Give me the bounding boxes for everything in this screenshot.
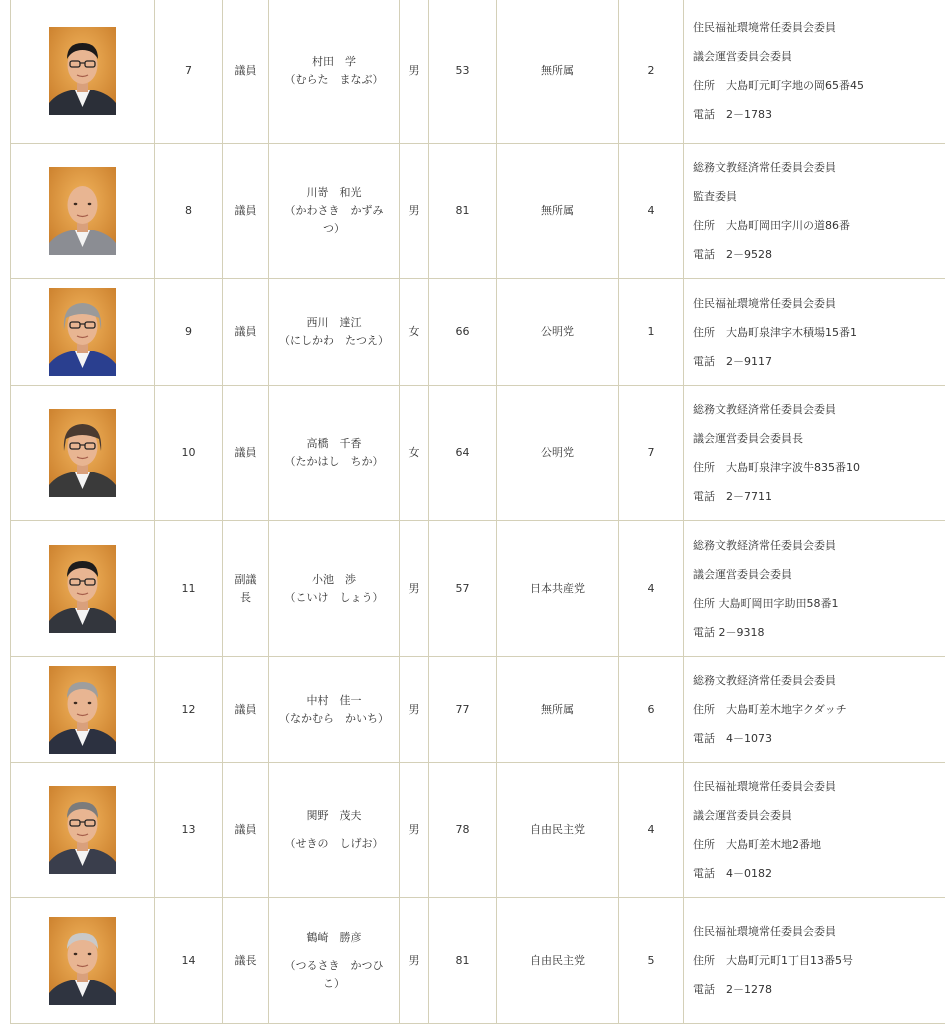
member-row	[11, 898, 945, 1024]
member-sex: 男	[408, 953, 420, 967]
member-age: 81	[455, 953, 470, 967]
table-cell	[684, 657, 945, 763]
member-photo	[49, 786, 116, 874]
member-duty-line: 住所 大島町泉津字波牛835番10	[693, 461, 860, 474]
table-cell	[155, 763, 223, 898]
table-cell	[223, 898, 269, 1024]
member-party: 無所属	[541, 204, 574, 217]
table-cell	[155, 521, 223, 657]
member-duty-line: 電話 4－1073	[693, 732, 772, 745]
member-photo	[49, 167, 116, 255]
table-cell	[619, 521, 684, 657]
table-cell	[155, 144, 223, 279]
member-age: 64	[455, 446, 470, 459]
table-cell	[497, 144, 619, 279]
member-role: 議員	[234, 325, 257, 338]
table-cell	[223, 144, 269, 279]
member-name-kana: （かわさき かずみつ）	[284, 204, 384, 235]
member-duty-line: 電話 2－9117	[693, 354, 772, 368]
table-cell	[223, 521, 269, 657]
member-party: 無所属	[541, 64, 574, 77]
member-row	[11, 144, 945, 279]
member-name-kana: （むらた まなぶ）	[284, 73, 384, 86]
table-cell	[400, 279, 429, 386]
member-duty-line: 住民福祉環境常任委員会委員	[693, 925, 836, 938]
table-cell	[269, 386, 400, 521]
table-cell	[429, 657, 497, 763]
table-cell	[269, 657, 400, 763]
member-duty-line: 住民福祉環境常任委員会委員	[693, 296, 836, 310]
member-duty-line: 総務文教経済常任委員会委員	[693, 403, 836, 416]
member-duty-line: 議会運営委員会委員長	[693, 432, 803, 445]
member-row	[11, 0, 945, 144]
member-number: 7	[185, 64, 192, 77]
member-duty-line: 電話 2－9318	[693, 625, 765, 639]
table-cell	[619, 763, 684, 898]
table-cell	[269, 898, 400, 1024]
member-sex: 男	[408, 702, 420, 716]
table-cell	[684, 279, 945, 386]
table-cell	[497, 279, 619, 386]
table-cell	[684, 0, 945, 144]
member-duty-line: 総務文教経済常任委員会委員	[693, 674, 836, 687]
table-cell	[497, 657, 619, 763]
member-name-kana: （なかむら かいち）	[279, 711, 389, 725]
table-cell	[269, 763, 400, 898]
member-terms: 2	[647, 64, 655, 77]
member-sex: 男	[408, 823, 420, 836]
member-role: 議員	[234, 702, 257, 716]
member-sex: 男	[408, 581, 420, 595]
member-duty-line: 議会運営委員会委員	[693, 567, 792, 581]
member-name: 小池 渉	[312, 572, 356, 586]
table-cell	[11, 763, 155, 898]
member-age: 53	[455, 64, 470, 77]
member-party: 日本共産党	[530, 581, 585, 595]
member-terms: 4	[647, 204, 655, 217]
member-number: 9	[185, 325, 192, 338]
table-cell	[619, 898, 684, 1024]
table-cell	[429, 386, 497, 521]
member-sex: 男	[408, 64, 420, 77]
table-cell	[684, 144, 945, 279]
member-number: 8	[185, 204, 192, 217]
member-photo	[49, 27, 116, 115]
member-name-kana: （こいけ しょう）	[284, 590, 384, 604]
member-duty-line: 住所 大島町泉津字木積場15番1	[693, 325, 857, 339]
member-terms: 5	[647, 953, 655, 967]
member-duty-line: 住所 大島町差木地字クダッチ	[693, 703, 847, 716]
table-cell	[11, 521, 155, 657]
table-cell	[155, 0, 223, 144]
table-cell	[269, 521, 400, 657]
table-cell	[429, 898, 497, 1024]
member-name: 高橋 千香	[306, 437, 362, 450]
table-cell	[269, 279, 400, 386]
table-cell	[497, 898, 619, 1024]
table-cell	[223, 279, 269, 386]
member-duty-line: 電話 4－0182	[693, 867, 772, 880]
member-role: 議員	[234, 823, 257, 836]
table-cell	[223, 763, 269, 898]
table-cell	[429, 144, 497, 279]
table-cell	[619, 657, 684, 763]
member-name: 川嵜 和光	[306, 186, 362, 199]
member-terms: 4	[647, 581, 655, 595]
member-number: 13	[181, 823, 196, 836]
member-number: 10	[181, 446, 196, 459]
member-name: 村田 学	[312, 55, 356, 68]
member-photo	[49, 409, 116, 497]
member-sex: 男	[408, 204, 420, 217]
table-cell	[11, 279, 155, 386]
member-age: 77	[455, 702, 470, 716]
table-cell	[619, 144, 684, 279]
member-number: 14	[181, 953, 196, 967]
member-duty-line: 住所 大島町元町字地の岡65番45	[693, 79, 864, 92]
table-cell	[223, 0, 269, 144]
member-number: 12	[181, 702, 196, 716]
member-photo	[49, 545, 116, 633]
member-role: 副議長	[234, 572, 257, 604]
member-name-kana: （つるさき かつひこ）	[284, 958, 384, 990]
member-sex: 女	[408, 446, 420, 459]
member-age: 78	[455, 823, 470, 836]
member-duty-line: 議会運営委員会委員	[693, 50, 792, 63]
member-duty-line: 電話 2－9528	[693, 248, 772, 261]
member-row	[11, 386, 945, 521]
member-row	[11, 657, 945, 763]
member-role: 議員	[234, 446, 257, 459]
table-cell	[155, 657, 223, 763]
table-cell	[155, 898, 223, 1024]
member-age: 57	[455, 581, 470, 595]
table-cell	[684, 898, 945, 1024]
member-duty-line: 住所 大島町岡田字助田58番1	[693, 596, 839, 610]
table-cell	[155, 386, 223, 521]
table-cell	[619, 386, 684, 521]
member-duty-line: 住所 大島町岡田字川の道86番	[693, 219, 850, 232]
member-terms: 7	[647, 446, 655, 459]
table-cell	[11, 144, 155, 279]
table-cell	[155, 279, 223, 386]
table-cell	[497, 386, 619, 521]
table-cell	[429, 763, 497, 898]
member-party: 無所属	[541, 702, 574, 716]
member-duty-line: 電話 2－7711	[693, 490, 772, 503]
table-cell	[400, 898, 429, 1024]
member-name: 関野 茂夫	[306, 809, 362, 822]
member-party: 自由民主党	[530, 953, 585, 967]
table-cell	[400, 0, 429, 144]
member-row	[11, 521, 945, 657]
table-cell	[619, 279, 684, 386]
table-cell	[11, 0, 155, 144]
member-photo	[49, 666, 116, 754]
member-photo	[49, 288, 116, 376]
council-members-table	[10, 0, 945, 1024]
member-photo	[49, 917, 116, 1005]
member-role: 議長	[234, 953, 257, 967]
table-cell	[497, 0, 619, 144]
table-cell	[11, 898, 155, 1024]
member-party: 公明党	[541, 446, 574, 459]
table-cell	[400, 386, 429, 521]
table-cell	[400, 521, 429, 657]
member-number: 11	[181, 581, 196, 595]
member-duty-line: 住所 大島町差木地2番地	[693, 838, 821, 851]
table-cell	[223, 386, 269, 521]
table-cell	[400, 763, 429, 898]
member-duty-line: 住民福祉環境常任委員会委員	[693, 780, 836, 793]
member-name: 西川 達江	[306, 316, 362, 329]
member-name-kana: （にしかわ たつえ）	[279, 334, 389, 347]
table-cell	[684, 763, 945, 898]
member-role: 議員	[234, 204, 257, 217]
member-name-kana: （せきの しげお）	[284, 837, 384, 850]
member-duty-line: 監査委員	[693, 190, 737, 203]
table-cell	[400, 144, 429, 279]
member-name-kana: （たかはし ちか）	[284, 455, 384, 468]
member-duty-line: 住民福祉環境常任委員会委員	[693, 21, 836, 34]
member-terms: 4	[647, 823, 655, 836]
member-age: 66	[455, 325, 470, 338]
member-party: 自由民主党	[530, 823, 585, 836]
table-cell	[429, 0, 497, 144]
member-role: 議員	[234, 64, 257, 77]
member-duty-line: 総務文教経済常任委員会委員	[693, 538, 836, 552]
member-duty-line: 電話 2－1278	[693, 983, 772, 996]
table-cell	[223, 657, 269, 763]
member-name: 中村 佳一	[306, 693, 362, 707]
table-cell	[429, 279, 497, 386]
member-terms: 1	[647, 325, 655, 338]
table-cell	[11, 386, 155, 521]
table-cell	[684, 521, 945, 657]
table-cell	[619, 0, 684, 144]
table-cell	[269, 144, 400, 279]
table-cell	[11, 657, 155, 763]
member-row	[11, 279, 945, 386]
member-row	[11, 763, 945, 898]
member-duty-line: 総務文教経済常任委員会委員	[693, 161, 836, 174]
member-duty-line: 住所 大島町元町1丁目13番5号	[693, 954, 853, 967]
table-cell	[684, 386, 945, 521]
member-name: 鶴崎 勝彦	[306, 930, 362, 944]
member-terms: 6	[647, 702, 655, 716]
table-cell	[497, 763, 619, 898]
table-cell	[497, 521, 619, 657]
table-cell	[400, 657, 429, 763]
table-cell	[429, 521, 497, 657]
member-party: 公明党	[541, 325, 574, 338]
member-sex: 女	[408, 325, 420, 338]
table-cell	[269, 0, 400, 144]
member-duty-line: 議会運営委員会委員	[693, 809, 792, 822]
member-duty-line: 電話 2－1783	[693, 108, 772, 121]
member-age: 81	[455, 204, 470, 217]
